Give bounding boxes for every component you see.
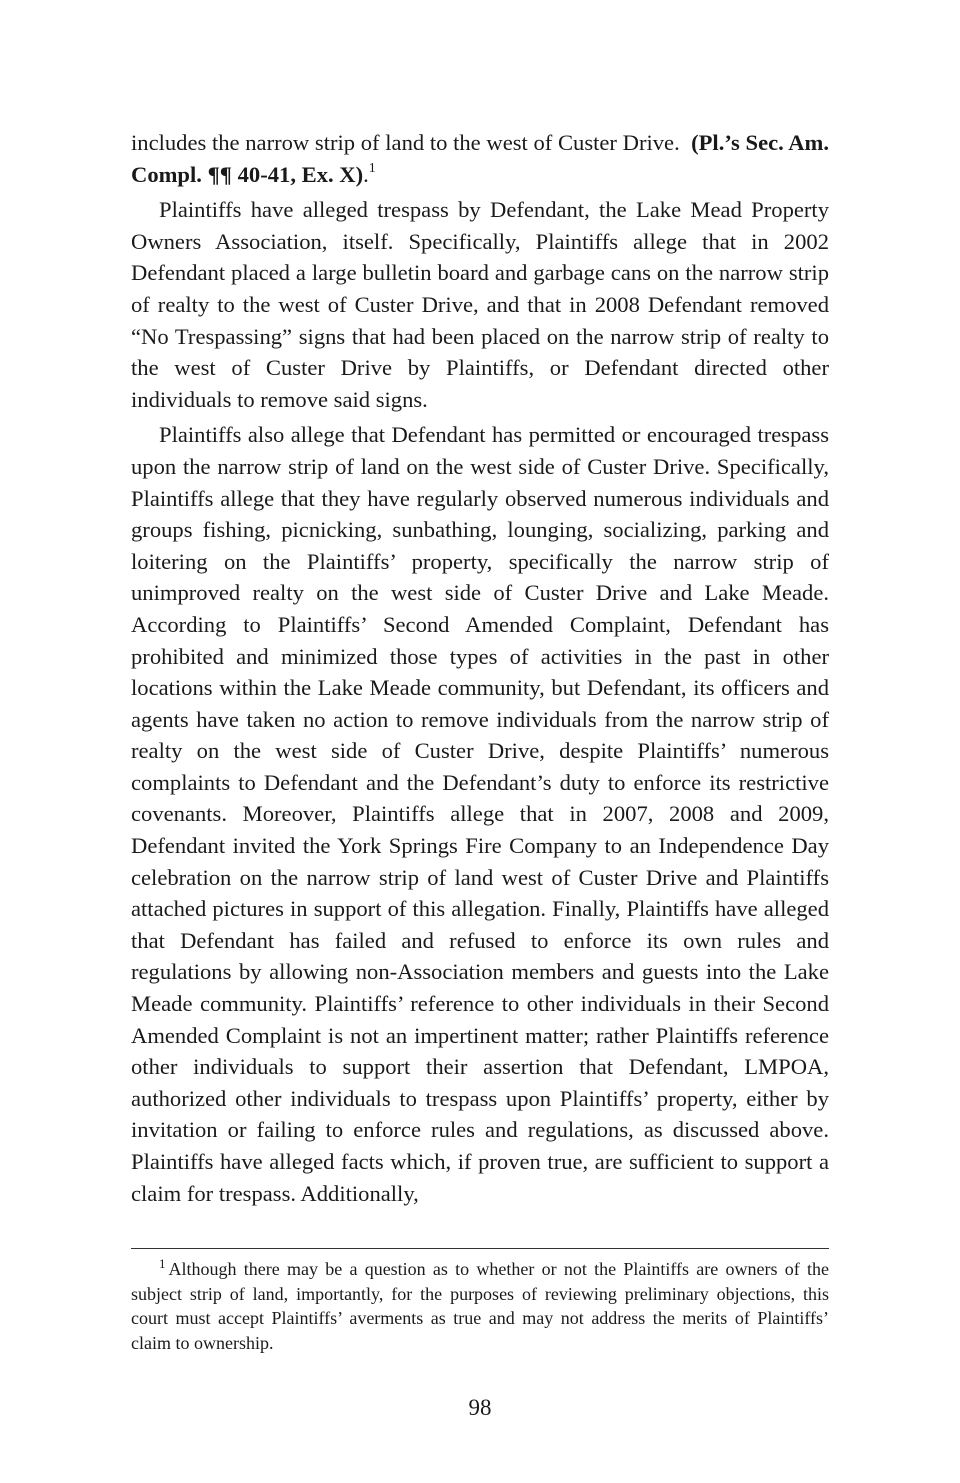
page-number: 98 — [468, 1395, 492, 1420]
footnote-number: 1 — [159, 1255, 166, 1271]
main-text — [131, 127, 829, 1209]
citation-period: . — [363, 161, 369, 187]
footnote-divider — [131, 1248, 829, 1249]
paragraph-trespass-by-defendant: Plaintiffs have alleged trespass by Defendant, the Lake Mead Property Owners Association, itself. Specifically, Plaintiffs allege that in 2002 Defendant placed a large bulletin board and garbage cans on the narrow strip of realty to the west of Custer Drive, and that in 2008 Defendant removed “No Trespassing” signs that had been placed on the narrow strip of realty to the west of Custer Drive by Plaintiffs, or Defendant directed other individuals to remove said signs. — [131, 197, 829, 412]
footnote-text: Although there may be a question as to whether or not the Plaintiffs are owners of the subject strip of land, importantly, for the purposes of reviewing preliminary objections, this court must accept Plaintiffs’ averments as true and may not address the merits of Plaintiffs’ claim to ownership. — [131, 1259, 829, 1353]
paragraph-continued — [131, 127, 829, 190]
complaint-citation: (Pl.’s Sec. Am. Compl. ¶¶ 40-41, Ex. X) — [131, 130, 829, 187]
footnote-reference: 1 — [368, 160, 376, 176]
paragraph-continued-text: includes the narrow strip of land to the west of Custer Drive. — [131, 130, 692, 155]
footnote — [131, 1257, 829, 1355]
paragraph-permitted-trespass: Plaintiffs also allege that Defendant has permitted or encouraged trespass upon the narrow strip of land on the west side of Custer Drive. Specifically, Plaintiffs allege that they have regularly observed numerous individuals and groups fishing, picnicking, sunbathing, lounging, socializing, parking and loitering on the Plaintiffs’ property, specifically the narrow strip of unimproved realty on the west side of Custer Drive and Lake Meade. According to Plaintiffs’ Second Amended Complaint, Defendant has prohibited and minimized those types of activities in the past in other locations within the Lake Meade community, but Defendant, its officers and agents have taken no action to remove individuals from the narrow strip of realty on the west side of Custer Drive, despite Plaintiffs’ numerous complaints to Defendant and the Defendant’s duty to enforce its restrictive covenants. Moreover, Plaintiffs allege that in 2007, 2008 and 2009, Defendant invited the York Springs Fire Company to an Independence Day celebration on the narrow strip of land west of Custer Drive and Plaintiffs attached pictures in support of this allegation. Finally, Plaintiffs have alleged that Defendant has failed and refused to enforce its own rules and regulations by allowing non-Association members and guests into the Lake Meade community. Plaintiffs’ reference to other individuals in their Second Amended Complaint is not an impertinent matter; rather Plaintiffs reference other individuals to support their assertion that Defendant, LMPOA, authorized other individuals to trespass upon Plaintiffs’ property, either by invitation or failing to enforce rules and regulations, as discussed above. Plaintiffs have alleged facts which, if proven true, are sufficient to support a claim for trespass. Additionally, — [131, 422, 829, 1206]
footnote-paragraph — [131, 1257, 829, 1355]
page-body — [131, 127, 829, 1209]
